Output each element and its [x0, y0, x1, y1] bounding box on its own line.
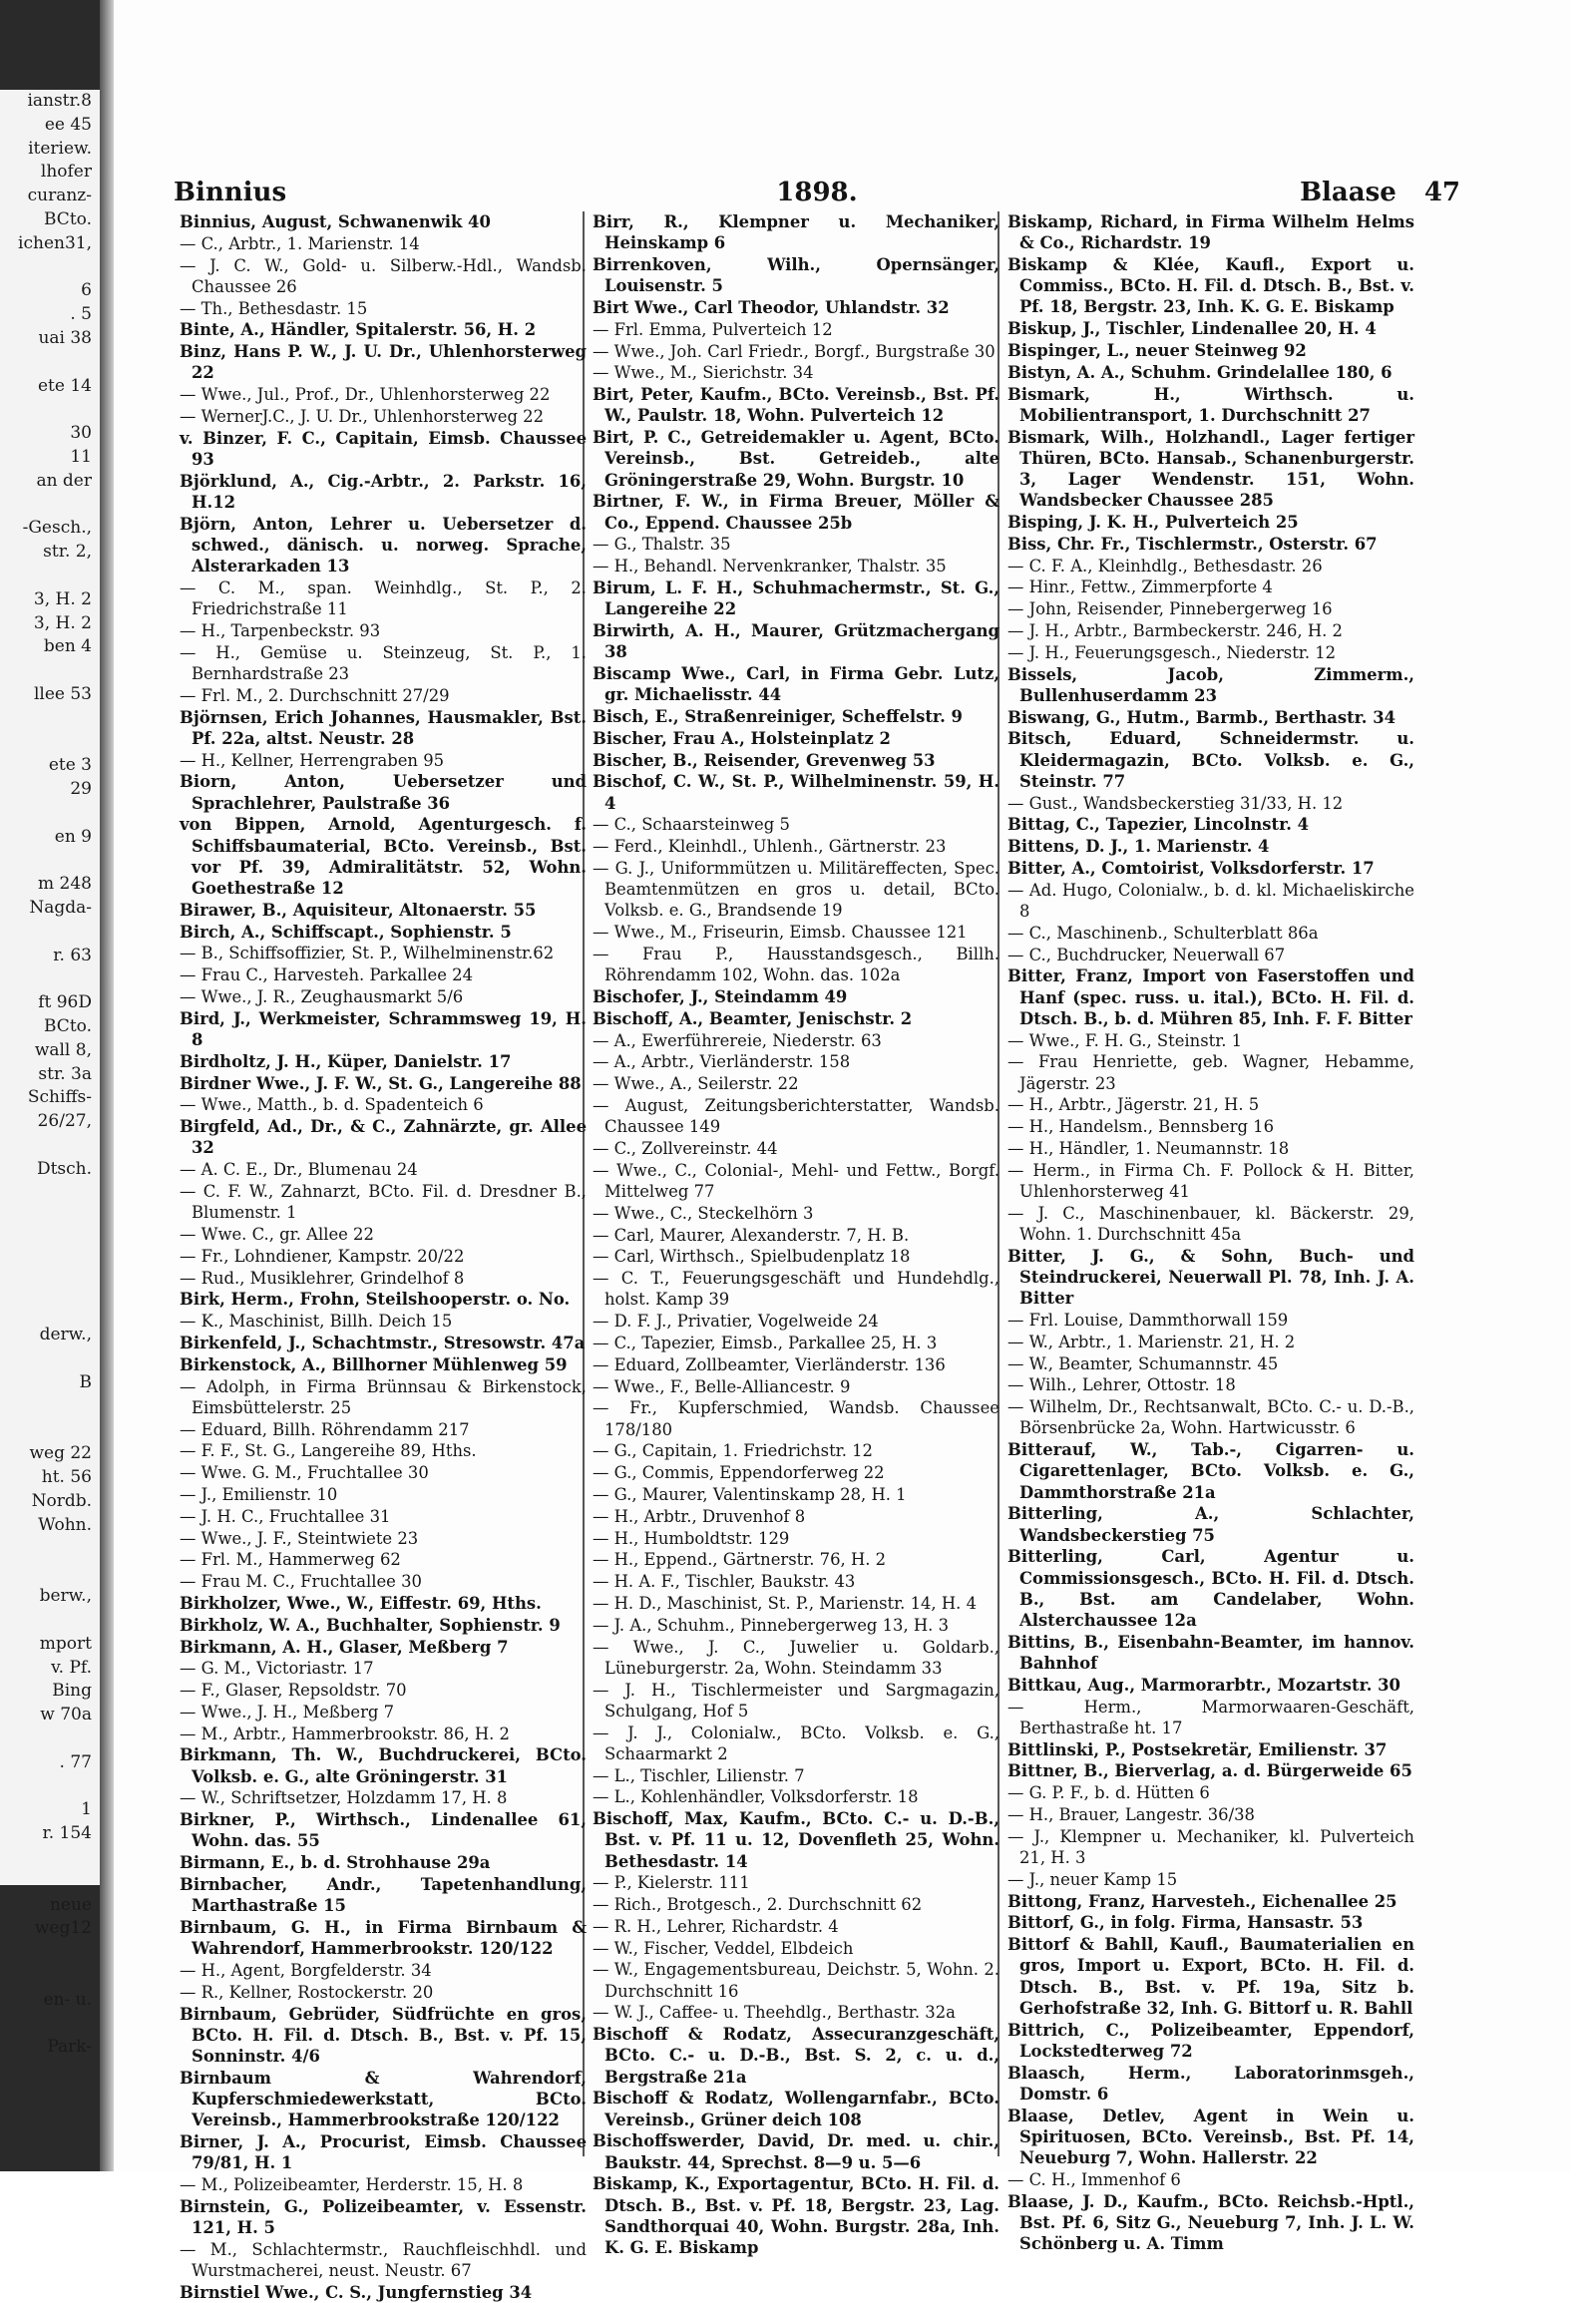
directory-entry: — Ad. Hugo, Colonialw., b. d. kl. Michaeliskirche 8: [1007, 880, 1414, 921]
previous-page-fragment: [0, 1182, 100, 1206]
directory-entry: — G., Thalstr. 35: [593, 535, 731, 555]
previous-page-fragment: Park-: [47, 2037, 92, 2058]
previous-page-fragment: 3, H. 2: [33, 588, 92, 609]
previous-page-fragment: Schiffs-: [27, 1087, 92, 1108]
directory-entry: — G. J., Uniformmützen u. Militäreffecten, Spec. Beamtenmützen en gros u. detail, BCto. Volksb. e. G., Brandsende 19: [593, 858, 999, 921]
directory-entry: Birnbacher, Andr., Tapetenhandlung, Marthastraße 15: [180, 1875, 587, 1916]
directory-entry: — H., Tarpenbeckstr. 93: [180, 620, 381, 640]
directory-entry: Bitterling, Carl, Agentur u. Commissionsgesch., BCto. H. Fil. d. Dtsch. B., Bst. am Candelaber, Wohn. Alsterchaussee 12a: [1007, 1547, 1414, 1630]
directory-entry: Biscamp Wwe., Carl, in Firma Gebr. Lutz, gr. Michaelisstr. 44: [593, 663, 999, 705]
directory-entry: Bischoff, A., Beamter, Jenischstr. 2: [593, 1008, 913, 1028]
directory-column-2: [593, 211, 999, 2258]
directory-entry: — H., Humboldtstr. 129: [593, 1528, 790, 1548]
directory-entry: — J., neuer Kamp 15: [1007, 1869, 1178, 1889]
directory-entry: Biskup, J., Tischler, Lindenallee 20, H. 4: [1007, 319, 1377, 339]
directory-entry: — C. M., span. Weinhdlg., St. P., 2. Friedrichstraße 11: [180, 577, 587, 619]
directory-entry: — Frl. Emma, Pulverteich 12: [593, 319, 833, 339]
previous-page-fragment: lhofer: [40, 162, 92, 183]
directory-entry: — J. H., Tischlermeister und Sargmagazin, Schulgang, Hof 5: [593, 1680, 999, 1721]
directory-entry: Biskamp, Richard, in Firma Wilhelm Helms & Co., Richardstr. 19: [1007, 212, 1414, 253]
directory-entry: Bischof, C. W., St. P., Wilhelminenstr. 59, H. 4: [593, 772, 999, 813]
directory-entry: — J., Klempner u. Mechaniker, kl. Pulverteich 21, H. 3: [1007, 1826, 1414, 1867]
previous-page-fragment: -Gesch.,: [22, 518, 92, 539]
directory-entry: Bitterling, A., Schlachter, Wandsbeckerstieg 75: [1007, 1504, 1414, 1545]
directory-entry: — Frl. Louise, Dammthorwall 159: [1007, 1310, 1289, 1330]
directory-entry: Bittlinski, P., Postsekretär, Emilienstr. 37: [1007, 1739, 1388, 1759]
previous-page-fragment: [0, 1205, 100, 1229]
previous-page-fragment: Dtsch.: [36, 1158, 92, 1179]
directory-entry: — H., Händler, 1. Neumannstr. 18: [1007, 1138, 1290, 1158]
directory-entry: Birdner Wwe., J. F. W., St. G., Langereihe 88: [180, 1073, 582, 1093]
directory-entry: Bischofer, J., Steindamm 49: [593, 986, 848, 1006]
directory-entry: Biss, Chr. Fr., Tischlermstr., Osterstr. 67: [1007, 534, 1378, 554]
directory-entry: — M., Schlachtermstr., Rauchfleischhdl. und Wurstmacherei, neust. Neustr. 67: [180, 2239, 587, 2281]
directory-entry: Birrenkoven, Wilh., Opernsänger, Louisenstr. 5: [593, 255, 999, 296]
previous-page-fragment: curanz-: [27, 186, 92, 206]
directory-entry: — August, Zeitungsberichterstatter, Wandsb. Chaussee 149: [593, 1095, 999, 1137]
directory-column-3: [1007, 211, 1414, 2253]
directory-entry: Birkenfeld, J., Schachtmstr., Stresowstr. 47a: [180, 1333, 586, 1352]
directory-entry: Birch, A., Schiffscapt., Sophienstr. 5: [180, 922, 512, 942]
directory-entry: Birnstein, G., Polizeibeamter, v. Essenstr. 121, H. 5: [180, 2196, 587, 2238]
previous-page-fragment: ete 14: [38, 375, 92, 396]
directory-entry: — H., Kellner, Herrengraben 95: [180, 750, 445, 770]
directory-entry: — R., Kellner, Rostockerstr. 20: [180, 1982, 434, 2002]
directory-entry: — H., Gemüse u. Steinzeug, St. P., 1. Bernhardstraße 23: [180, 642, 587, 683]
directory-entry: — Herm., in Firma Ch. F. Pollock & H. Bitter, Uhlenhorsterweg 41: [1007, 1160, 1414, 1201]
directory-entry: — G. M., Victoriastr. 17: [180, 1659, 374, 1679]
directory-entry: — Herm., Marmorwaaren-Geschäft, Berthastraße ht. 17: [1007, 1697, 1414, 1737]
page-margin: [1570, 0, 1596, 2171]
directory-entry: — WernerJ.C., J. U. Dr., Uhlenhorsterweg 22: [180, 406, 545, 426]
directory-entry: — Gust., Wandsbeckerstieg 31/33, H. 12: [1007, 793, 1344, 813]
directory-entry: Bispinger, L., neuer Steinweg 92: [1007, 341, 1307, 360]
previous-page-fragment: [0, 398, 100, 422]
previous-page-fragment: . 77: [59, 1751, 92, 1772]
previous-page-fragment: [0, 494, 100, 518]
directory-entry: Bittorf & Bahll, Kaufl., Baumaterialien en gros, Import u. Export, BCto. H. Fil. d. Dtsch. B., Bst. v. Pf. 19a, Sitz b. Gerhofstraße 32, Inh. G. Bittorf u. R. Bahll: [1007, 1935, 1414, 2018]
previous-page-fragment: w 70a: [40, 1705, 92, 1726]
directory-entry: Bisch, E., Straßenreiniger, Scheffelstr. 9: [593, 706, 963, 726]
previous-page-fragment: ete 3: [48, 755, 92, 776]
previous-page-fragment: [0, 256, 100, 280]
directory-entry: — Rich., Brotgesch., 2. Durchschnitt 62: [593, 1895, 923, 1915]
directory-entry: — W., Fischer, Veddel, Elbdeich: [593, 1938, 854, 1958]
previous-page-fragment: weg 22: [29, 1443, 92, 1464]
directory-entry: — Fr., Kupferschmied, Wandsb. Chaussee 178/180: [593, 1398, 999, 1439]
directory-entry: — J. J., Colonialw., BCto. Volksb. e. G., Schaarmarkt 2: [593, 1723, 999, 1763]
directory-entry: Birkmann, Th. W., Buchdruckerei, BCto. Volksb. e. G., alte Gröningerstr. 31: [180, 1745, 587, 1786]
directory-entry: Bischoff, Max, Kaufm., BCto. C.- u. D.-B., Bst. v. Pf. 11 u. 12, Dovenfleth 25, Wohn. Bethesdastr. 14: [593, 1809, 999, 1871]
previous-page-fragment: [0, 1134, 100, 1158]
previous-page-fragment: [0, 731, 100, 755]
previous-page-fragment: weg12: [34, 1918, 92, 1939]
directory-entry: — L., Kohlenhändler, Volksdorferstr. 18: [593, 1787, 919, 1807]
previous-page-fragment: berw.,: [39, 1586, 92, 1607]
previous-page-fragment: [0, 1727, 100, 1751]
previous-page-fragment: 3, H. 2: [33, 612, 92, 633]
previous-page-fragment: an der: [36, 470, 92, 491]
previous-page-fragment: [0, 1965, 100, 1989]
previous-page-fragment: en- u.: [43, 1989, 92, 2010]
directory-entry: — Wwe., C., Colonial-, Mehl- und Fettw., Borgf. Mittelweg 77: [593, 1160, 999, 1201]
directory-entry: Blaase, Detlev, Agent in Wein u. Spirituosen, BCto. Vereinsb., Bst. Pf. 14, Neueburg 7, Wohn. Hallerstr. 22: [1007, 2106, 1414, 2167]
directory-entry: — Carl, Wirthsch., Spielbudenplatz 18: [593, 1247, 911, 1267]
directory-entry: — Wilhelm, Dr., Rechtsanwalt, BCto. C.- u. D.-B., Börsenbrücke 2a, Wohn. Hartwicusstr. 6: [1007, 1397, 1414, 1438]
directory-entry: — M., Arbtr., Hammerbrookstr. 86, H. 2: [180, 1724, 510, 1743]
directory-entry: — P., Kielerstr. 111: [593, 1873, 750, 1893]
previous-page-fragment: Bing: [52, 1681, 92, 1702]
previous-page-fragment: derw.,: [39, 1325, 92, 1345]
directory-entry: Bitterauf, W., Tab.-, Cigarren- u. Cigarettenlager, BCto. Volksb. e. G., Dammthorstraße 21a: [1007, 1440, 1414, 1502]
previous-page-fragment: [0, 921, 100, 945]
directory-entry: — W., Engagementsbureau, Deichstr. 5, Wohn. 2. Durchschnitt 16: [593, 1960, 999, 2001]
directory-entry: Birnbaum, Gebrüder, Südfrüchte en gros, BCto. H. Fil. d. Dtsch. B., Bst. v. Pf. 15, Sonninstr. 4/6: [180, 2004, 587, 2067]
directory-entry: Birmann, E., b. d. Strohhause 29a: [180, 1853, 491, 1873]
directory-entry: — J. H. C., Fruchtallee 31: [180, 1506, 391, 1526]
previous-page-fragment: r. 154: [42, 1823, 92, 1844]
directory-column-1: [180, 211, 587, 2302]
previous-page-fragment: [0, 1775, 100, 1799]
directory-entry: — Wilh., Lehrer, Ottostr. 18: [1007, 1375, 1236, 1395]
directory-entry: — Wwe., M., Sierichstr. 34: [593, 363, 814, 383]
previous-page-fragment: [0, 1301, 100, 1325]
previous-page-fragment: str. 3a: [38, 1063, 92, 1084]
previous-page-fragment: [0, 1561, 100, 1585]
directory-entry: Birwirth, A. H., Maurer, Grützmachergang 38: [593, 620, 999, 662]
previous-page-fragment: r. 63: [53, 945, 92, 965]
previous-page-fragment: 29: [70, 779, 92, 800]
previous-page-fragment: [0, 1253, 100, 1277]
running-head-right: Blaase: [1300, 178, 1396, 207]
previous-page-fragment: . 5: [70, 304, 92, 325]
directory-entry: — J. C., Maschinenbauer, kl. Bäckerstr. 29, Wohn. 1. Durchschnitt 45a: [1007, 1203, 1414, 1244]
previous-page-fragment: BCto.: [44, 208, 92, 229]
previous-page-fragment: BCto.: [44, 1016, 92, 1037]
directory-entry: — Fr., Lohndiener, Kampstr. 20/22: [180, 1246, 465, 1266]
directory-entry: Blaasch, Herm., Laboratorinmsgeh., Domstr. 6: [1007, 2063, 1414, 2104]
directory-entry: Binte, A., Händler, Spitalerstr. 56, H. 2: [180, 320, 537, 340]
directory-entry: — H. D., Maschinist, St. P., Marienstr. 14, H. 4: [593, 1593, 977, 1613]
directory-entry: — C., Buchdrucker, Neuerwall 67: [1007, 945, 1286, 964]
directory-entry: — H., Arbtr., Jägerstr. 21, H. 5: [1007, 1095, 1260, 1115]
directory-entry: Bitter, J. G., & Sohn, Buch- und Steindruckerei, Neuerwall Pl. 78, Inh. J. A. Bitter: [1007, 1246, 1414, 1309]
previous-page-fragment: Nordb.: [31, 1491, 92, 1512]
previous-page-fragment: [0, 1277, 100, 1301]
directory-entry: — D. F. J., Privatier, Vogelweide 24: [593, 1312, 879, 1332]
previous-page-fragment: [0, 1609, 100, 1633]
directory-entry: Birdholtz, J. H., Küper, Danielstr. 17: [180, 1051, 512, 1071]
previous-page-fragment: en 9: [54, 826, 92, 847]
directory-entry: Birk, Herm., Frohn, Steilshooperstr. o. No.: [180, 1290, 571, 1310]
directory-entry: — J. C. W., Gold- u. Silberw.-Hdl., Wandsb. Chaussee 26: [180, 255, 587, 296]
book-gutter: [100, 0, 114, 2171]
directory-entry: Birt, Peter, Kaufm., BCto. Vereinsb., Bst. Pf. W., Paulstr. 18, Wohn. Pulverteich 12: [593, 385, 999, 426]
directory-entry: Biswang, G., Hutm., Barmb., Berthastr. 34: [1007, 707, 1396, 727]
previous-page-fragment: [0, 707, 100, 731]
directory-entry: — H., Eppend., Gärtnerstr. 76, H. 2: [593, 1550, 887, 1570]
directory-entry: — John, Reisender, Pinnebergerweg 16: [1007, 599, 1333, 619]
directory-entry: Birkholzer, Wwe., W., Eiffestr. 69, Hths.: [180, 1593, 542, 1613]
previous-page-fragment: ichen31,: [18, 232, 92, 253]
directory-entry: — C. H., Immenhof 6: [1007, 2169, 1181, 2189]
previous-page-fragment: 30: [70, 423, 92, 444]
directory-entry: — Wwe., J. C., Juwelier u. Goldarb., Lüneburgerstr. 2a, Wohn. Steindamm 33: [593, 1637, 999, 1678]
previous-page-fragment: ht. 56: [41, 1467, 92, 1488]
directory-entry: — H., Handelsm., Bennsberg 16: [1007, 1117, 1275, 1137]
directory-entry: — J. H., Feuerungsgesch., Niederstr. 12: [1007, 642, 1337, 662]
directory-entry: — H., Brauer, Langestr. 36/38: [1007, 1804, 1255, 1824]
directory-entry: — G. P. F., b. d. Hütten 6: [1007, 1783, 1210, 1803]
running-header: [174, 178, 1460, 211]
year: 1898.: [776, 178, 858, 207]
directory-entry: — A., Arbtr., Vierländerstr. 158: [593, 1052, 851, 1072]
directory-entry: — C. F. W., Zahnarzt, BCto. Fil. d. Dresdner B., Blumenstr. 1: [180, 1181, 587, 1223]
directory-entry: — Wwe., C., Steckelhörn 3: [593, 1203, 814, 1223]
directory-page: [114, 0, 1596, 2302]
previous-page-fragment: [0, 565, 100, 588]
directory-entry: — F., Glaser, Repsoldstr. 70: [180, 1681, 407, 1701]
directory-entry: Bischoff & Rodatz, Assecuranzgeschäft, BCto. C.- u. D.-B., Bst. S. 2, c. u. d., Bergstraße 21a: [593, 2025, 999, 2087]
directory-entry: — J. A., Schuhm., Pinnebergerweg 13, H. 3: [593, 1615, 950, 1635]
directory-entry: Birawer, B., Aquisiteur, Altonaerstr. 55: [180, 900, 537, 920]
previous-page-fragment: v. Pf.: [51, 1657, 92, 1678]
directory-entry: Bittorf, G., in folg. Firma, Hansastr. 53: [1007, 1913, 1364, 1933]
directory-entry: — Wwe., F. H. G., Steinstr. 1: [1007, 1030, 1243, 1050]
directory-entry: Biorn, Anton, Uebersetzer und Sprachlehrer, Paulstraße 36: [180, 772, 587, 813]
directory-entry: — C., Schaarsteinweg 5: [593, 815, 790, 835]
previous-page-fragment: 26/27,: [37, 1111, 92, 1132]
directory-entry: — G., Commis, Eppendorferweg 22: [593, 1463, 885, 1483]
previous-page-edge: [0, 90, 102, 2058]
directory-entry: — Eduard, Zollbeamter, Vierländerstr. 136: [593, 1354, 946, 1374]
previous-page-fragment: [0, 1870, 100, 1894]
directory-entry: — A. C. E., Dr., Blumenau 24: [180, 1160, 418, 1180]
directory-entry: — Ferd., Kleinhdl., Uhlenh., Gärtnerstr. 23: [593, 837, 947, 857]
directory-entry: Birkholz, W. A., Buchhalter, Sophienstr. 9: [180, 1615, 561, 1635]
directory-entry: — C., Maschinenb., Schulterblatt 86a: [1007, 923, 1319, 943]
directory-entry: Birnbaum & Wahrendorf, Kupferschmiedewerkstatt, BCto. Vereinsb., Hammerbrookstraße 120/122: [180, 2068, 587, 2130]
previous-page-fragment: [0, 659, 100, 683]
previous-page-fragment: [0, 802, 100, 826]
directory-entry: — G., Maurer, Valentinskamp 28, H. 1: [593, 1484, 907, 1504]
directory-entry: — W., Beamter, Schumannstr. 45: [1007, 1353, 1279, 1373]
directory-entry: — W. J., Caffee- u. Theehdlg., Berthastr. 32a: [593, 2003, 956, 2023]
directory-entry: — K., Maschinist, Billh. Deich 15: [180, 1312, 453, 1332]
previous-page-fragment: [0, 2013, 100, 2037]
previous-page-fragment: 6: [81, 280, 92, 301]
directory-entry: — F. F., St. G., Langereihe 89, Hths.: [180, 1441, 477, 1461]
previous-page-fragment: [0, 1538, 100, 1562]
directory-entry: Bittens, D. J., 1. Marienstr. 4: [1007, 837, 1270, 857]
previous-page-fragment: [0, 1941, 100, 1965]
directory-entry: Biskamp & Klée, Kaufl., Export u. Commiss., BCto. H. Fil. d. Dtsch. B., Bst. v. Pf. 18, Bergstr. 23, Inh. K. G. E. Biskamp: [1007, 255, 1414, 317]
directory-entry: Bischer, Frau A., Holsteinplatz 2: [593, 728, 891, 748]
directory-entry: — Adolph, in Firma Brünnsau & Birkenstock, Eimsbüttelerstr. 25: [180, 1376, 587, 1417]
directory-entry: Bird, J., Werkmeister, Schrammsweg 19, H. 8: [180, 1008, 587, 1049]
directory-entry: Birner, J. A., Procurist, Eimsb. Chaussee 79/81, H. 1: [180, 2132, 587, 2173]
previous-page-fragment: ee 45: [44, 114, 92, 135]
directory-entry: Birt, P. C., Getreidemakler u. Agent, BCto. Vereinsb., Bst. Getreideb., alte Gröningerstraße 29, Wohn. Burgstr. 10: [593, 428, 999, 490]
directory-entry: — M., Polizeibeamter, Herderstr. 15, H. 8: [180, 2175, 524, 2195]
previous-page-fragment: uai 38: [38, 327, 92, 348]
directory-entry: — Wwe., A., Seilerstr. 22: [593, 1074, 799, 1094]
previous-page-fragment: str. 2,: [43, 542, 92, 563]
directory-entry: Bittner, B., Bierverlag, a. d. Bürgerweide 65: [1007, 1761, 1412, 1781]
directory-entry: Binz, Hans P. W., J. U. Dr., Uhlenhorsterweg 22: [180, 342, 587, 383]
directory-entry: — C., Zollvereinstr. 44: [593, 1138, 778, 1158]
directory-entry: — Rud., Musiklehrer, Grindelhof 8: [180, 1268, 465, 1288]
directory-entry: — G., Capitain, 1. Friedrichstr. 12: [593, 1441, 873, 1461]
directory-entry: — Wwe., Joh. Carl Friedr., Borgf., Burgstraße 30: [593, 341, 996, 361]
previous-page-fragment: [0, 1347, 100, 1371]
directory-entry: — Wwe., F., Belle-Alliancestr. 9: [593, 1376, 851, 1396]
previous-page-fragment: Nagda-: [29, 898, 92, 919]
directory-entry: Biskamp, K., Exportagentur, BCto. H. Fil. d. Dtsch. B., Bst. v. Pf. 18, Bergstr. 23, Lag. Sandthorquai 40, Wohn. Burgstr. 28a, Inh. K. G. E. Biskamp: [593, 2174, 999, 2258]
directory-entry: von Bippen, Arnold, Agenturgesch. f. Schiffsbaumaterial, BCto. Vereinsb., Bst. vor Pf. 39, Admiralitätstr. 52, Wohn. Goethestraße 12: [180, 815, 587, 898]
directory-entry: v. Binzer, F. C., Capitain, Eimsb. Chaussee 93: [180, 428, 587, 469]
previous-page-fragment: [0, 1846, 100, 1870]
directory-entry: Bittrich, C., Polizeibeamter, Eppendorf, Lockstedterweg 72: [1007, 2020, 1414, 2061]
previous-page-fragment: [0, 1419, 100, 1443]
directory-entry: Bischoff & Rodatz, Wollengarnfabr., BCto. Vereinsb., Grüner deich 108: [593, 2089, 999, 2129]
directory-entry: — H. A. F., Tischler, Baukstr. 43: [593, 1572, 856, 1592]
previous-page-fragment: neue: [49, 1894, 92, 1915]
previous-page-fragment: wall 8,: [34, 1039, 92, 1060]
directory-entry: — Wwe., Matth., b. d. Spadenteich 6: [180, 1095, 484, 1115]
previous-page-fragment: [0, 1229, 100, 1253]
running-head-left: Binnius: [174, 178, 287, 207]
directory-entry: Birnbaum, G. H., in Firma Birnbaum & Wahrendorf, Hammerbrookstr. 120/122: [180, 1918, 587, 1959]
directory-entry: — Wwe., J. F., Steintwiete 23: [180, 1528, 419, 1548]
previous-page-fragment: [0, 967, 100, 991]
directory-entry: Bitsch, Eduard, Schneidermstr. u. Kleidermagazin, BCto. Volksb. e. G., Steinstr. 77: [1007, 729, 1414, 791]
directory-entry: Birtner, F. W., in Firma Breuer, Möller & Co., Eppend. Chaussee 25b: [593, 492, 999, 533]
previous-page-fragment: [0, 351, 100, 375]
previous-page-fragment: iteriew.: [28, 138, 92, 159]
directory-entry: — Wwe., J. H., Meßberg 7: [180, 1702, 395, 1722]
directory-entry: — Frl. M., 2. Durchschnitt 27/29: [180, 685, 450, 705]
directory-entry: Binnius, August, Schwanenwik 40: [180, 212, 491, 231]
directory-entry: — Wwe. C., gr. Allee 22: [180, 1224, 374, 1244]
directory-entry: — H., Arbtr., Druvenhof 8: [593, 1506, 806, 1526]
directory-entry: Birr, R., Klempner u. Mechaniker, Heinskamp 6: [593, 212, 999, 253]
directory-entry: Bismark, Wilh., Holzhandl., Lager fertiger Thüren, BCto. Hansab., Schanenburgerstr. 3, Lager Wendenstr. 151, Wohn. Wandsbecker Chaussee 285: [1007, 427, 1414, 511]
previous-page-fragment: [0, 850, 100, 874]
directory-entry: — Th., Bethesdastr. 15: [180, 298, 368, 318]
directory-entry: Birgfeld, Ad., Dr., & C., Zahnärzte, gr. Allee 32: [180, 1117, 587, 1158]
directory-entry: — Wwe. G. M., Fruchtallee 30: [180, 1463, 429, 1483]
page-number: 47: [1423, 178, 1460, 207]
previous-page-fragment: llee 53: [33, 683, 92, 704]
previous-page-fragment: m 248: [38, 874, 92, 895]
directory-entry: — Frau M. C., Fruchtallee 30: [180, 1572, 422, 1592]
directory-entry: Birt Wwe., Carl Theodor, Uhlandstr. 32: [593, 298, 950, 317]
previous-page-fragment: 1: [81, 1799, 92, 1820]
previous-page-fragment: 11: [70, 446, 92, 467]
directory-entry: — L., Tischler, Lilienstr. 7: [593, 1765, 805, 1785]
directory-entry: — Frau P., Hausstandsgesch., Billh. Röhrendamm 102, Wohn. das. 102a: [593, 944, 999, 985]
directory-entry: — Frl. M., Hammerweg 62: [180, 1550, 401, 1570]
running-head-right-group: [1300, 178, 1460, 207]
directory-entry: Bischoffswerder, David, Dr. med. u. chir., Baukstr. 44, Sprechst. 8—9 u. 5—6: [593, 2131, 999, 2172]
directory-entry: — Wwe., J. R., Zeughausmarkt 5/6: [180, 986, 464, 1006]
directory-entry: Björnsen, Erich Johannes, Hausmakler, Bst. Pf. 22a, altst. Neustr. 28: [180, 707, 587, 748]
directory-entry: — Carl, Maurer, Alexanderstr. 7, H. B.: [593, 1225, 910, 1245]
directory-entry: Bittins, B., Eisenbahn-Beamter, im hannov. Bahnhof: [1007, 1632, 1414, 1673]
previous-page-fragment: B: [79, 1372, 92, 1393]
directory-entry: — R. H., Lehrer, Richardstr. 4: [593, 1916, 839, 1936]
previous-page-fragment: [0, 1395, 100, 1419]
directory-entry: Bittag, C., Tapezier, Lincolnstr. 4: [1007, 815, 1310, 835]
directory-entry: — C., Arbtr., 1. Marienstr. 14: [180, 233, 420, 253]
directory-entry: Björklund, A., Cig.-Arbtr., 2. Parkstr. 16, H.12: [180, 471, 587, 512]
previous-page-fragment: ft 96D: [38, 992, 92, 1013]
directory-entry: Blaase, J. D., Kaufm., BCto. Reichsb.-Hptl., Bst. Pf. 6, Sitz G., Neueburg 7, Inh. J. L. W. Schönberg u. A. Timm: [1007, 2191, 1414, 2253]
directory-entry: Bistyn, A. A., Schuhm. Grindelallee 180, 6: [1007, 362, 1393, 382]
directory-entry: — B., Schiffsoffizier, St. P., Wilhelminenstr.62: [180, 944, 555, 963]
directory-entry: Bitter, Franz, Import von Faserstoffen und Hanf (spec. russ. u. ital.), BCto. H. Fil. d. Dtsch. B., b. d. Mühren 85, Inh. F. F. Bitter: [1007, 966, 1414, 1028]
directory-entry: — C. T., Feuerungsgeschäft und Hundehdlg., holst. Kamp 39: [593, 1269, 999, 1310]
directory-entry: — J., Emilienstr. 10: [180, 1484, 338, 1504]
directory-entry: Bitter, A., Comtoirist, Volksdorferstr. 17: [1007, 858, 1375, 878]
directory-entry: — J. H., Arbtr., Barmbeckerstr. 246, H. 2: [1007, 620, 1343, 640]
directory-entry: Birnstiel Wwe., C. S., Jungfernstieg 34: [180, 2282, 533, 2302]
directory-entry: Birkmann, A. H., Glaser, Meßberg 7: [180, 1637, 509, 1657]
previous-page-fragment: mport: [39, 1633, 92, 1654]
directory-entry: — C. F. A., Kleinhdlg., Bethesdastr. 26: [1007, 556, 1323, 576]
directory-entry: — A., Ewerführereie, Niederstr. 63: [593, 1030, 882, 1050]
directory-entry: Bischer, B., Reisender, Grevenweg 53: [593, 750, 936, 770]
previous-page-fragment: ianstr.8: [27, 91, 92, 111]
directory-entry: Bittong, Franz, Harvesteh., Eichenallee 25: [1007, 1891, 1397, 1911]
directory-entry: Björn, Anton, Lehrer u. Uebersetzer d. schwed., dänisch. u. norweg. Sprache, Alsterarkaden 13: [180, 514, 587, 576]
previous-page-fragment: ben 4: [43, 636, 92, 657]
directory-entry: — W., Arbtr., 1. Marienstr. 21, H. 2: [1007, 1332, 1296, 1351]
directory-entry: Birkner, P., Wirthsch., Lindenallee 61, Wohn. das. 55: [180, 1810, 587, 1851]
directory-entry: — Frau Henriette, geb. Wagner, Hebamme, Jägerstr. 23: [1007, 1052, 1414, 1093]
directory-entry: — Wwe., M., Friseurin, Eimsb. Chaussee 121: [593, 923, 968, 943]
directory-entry: — H., Behandl. Nervenkranker, Thalstr. 35: [593, 557, 947, 576]
directory-entry: — H., Agent, Borgfelderstr. 34: [180, 1961, 432, 1981]
directory-entry: — Hinr., Fettw., Zimmerpforte 4: [1007, 577, 1273, 597]
directory-entry: — C., Tapezier, Eimsb., Parkallee 25, H. 3: [593, 1333, 938, 1352]
directory-entry: — W., Schriftsetzer, Holzdamm 17, H. 8: [180, 1788, 508, 1808]
directory-entry: Bittkau, Aug., Marmorarbtr., Mozartstr. 30: [1007, 1675, 1400, 1695]
directory-entry: — Wwe., Jul., Prof., Dr., Uhlenhorsterweg 22: [180, 385, 551, 405]
directory-entry: Bisping, J. K. H., Pulverteich 25: [1007, 513, 1299, 532]
directory-entry: Bissels, Jacob, Zimmerm., Bullenhuserdamm 23: [1007, 664, 1414, 705]
directory-entry: Birum, L. F. H., Schuhmachermstr., St. G., Langereihe 22: [593, 577, 999, 619]
directory-entry: Bismark, H., Wirthsch. u. Mobilientransport, 1. Durchschnitt 27: [1007, 384, 1414, 425]
directory-entry: — Eduard, Billh. Röhrendamm 217: [180, 1419, 470, 1439]
previous-page-fragment: Wohn.: [38, 1514, 92, 1535]
directory-entry: Birkenstock, A., Billhorner Mühlenweg 59: [180, 1354, 568, 1374]
directory-entry: — Frau C., Harvesteh. Parkallee 24: [180, 965, 474, 985]
